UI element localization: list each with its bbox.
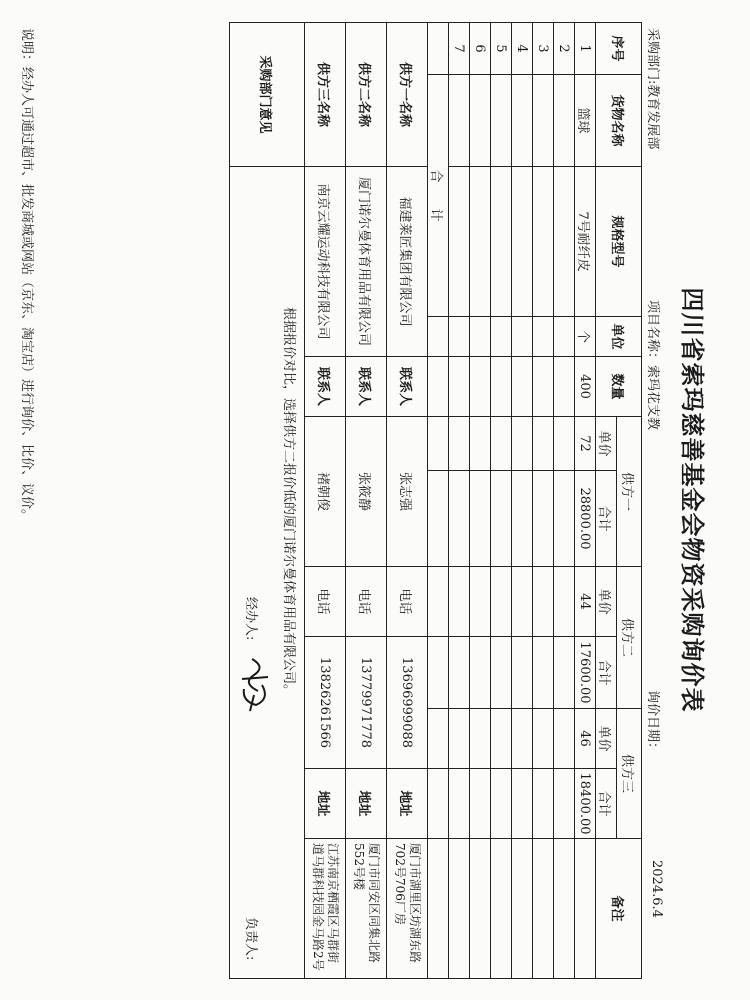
cell-t3 bbox=[533, 769, 554, 839]
cell-p1 bbox=[512, 417, 533, 471]
opinion-row bbox=[230, 23, 305, 979]
table-row bbox=[491, 23, 512, 979]
cell-p3 bbox=[491, 709, 512, 769]
cell-qty bbox=[533, 357, 554, 417]
cell-name bbox=[512, 75, 533, 167]
s3-total-header: 合计 bbox=[596, 769, 617, 839]
s1-total-header: 合计 bbox=[596, 471, 617, 567]
responsible-label: 负责人: bbox=[243, 917, 258, 961]
cell-p2 bbox=[449, 567, 470, 637]
col-qty: 数量 bbox=[596, 357, 642, 417]
cell-unit bbox=[512, 317, 533, 357]
cell-t2: 17600.00 bbox=[575, 637, 596, 709]
cell-remark bbox=[554, 839, 575, 979]
table-row bbox=[575, 23, 596, 979]
total-seq bbox=[428, 23, 449, 75]
col-seq: 序号 bbox=[596, 23, 642, 75]
cell-p2 bbox=[470, 567, 491, 637]
inquiry-table bbox=[229, 22, 642, 979]
phone-label: 电话 bbox=[346, 567, 387, 637]
cell-name bbox=[491, 75, 512, 167]
cell-spec bbox=[470, 167, 491, 317]
cell-qty bbox=[491, 357, 512, 417]
col-supplier2: 供方二 bbox=[617, 567, 642, 709]
cell-seq: 3 bbox=[533, 23, 554, 75]
opinion-label: 采购部门意见 bbox=[230, 23, 305, 167]
header-row bbox=[617, 23, 642, 979]
contact-label: 联系人 bbox=[346, 357, 387, 417]
cell-remark bbox=[575, 839, 596, 979]
cell-name bbox=[449, 75, 470, 167]
cell-spec bbox=[449, 167, 470, 317]
address: 江苏南京栖霞区马群街道马群科技园金马路2号 bbox=[305, 839, 346, 979]
cell-unit bbox=[554, 317, 575, 357]
cell-qty bbox=[512, 357, 533, 417]
supplier-label: 供方三名称 bbox=[305, 23, 346, 167]
cell-seq: 6 bbox=[470, 23, 491, 75]
cell-p1: 72 bbox=[575, 417, 596, 471]
phone-number: 13779971778 bbox=[346, 637, 387, 769]
cell-t3 bbox=[449, 769, 470, 839]
cell-t2 bbox=[449, 637, 470, 709]
s2-total-header: 合计 bbox=[596, 637, 617, 709]
cell-name bbox=[533, 75, 554, 167]
cell-seq: 4 bbox=[512, 23, 533, 75]
col-name: 货物名称 bbox=[596, 75, 642, 167]
cell-p3 bbox=[512, 709, 533, 769]
cell-remark bbox=[470, 839, 491, 979]
col-spec: 规格型号 bbox=[596, 167, 642, 317]
cell-p1 bbox=[491, 417, 512, 471]
cell-unit bbox=[470, 317, 491, 357]
opinion-text: 根据报价对比，选择供方二报价低的厦门诺尔曼体育用品有限公司。 bbox=[281, 307, 296, 698]
contact-label: 联系人 bbox=[387, 357, 428, 417]
cell-p3 bbox=[554, 709, 575, 769]
responsible-signature bbox=[234, 975, 278, 979]
s3-price-header: 单价 bbox=[596, 709, 617, 769]
purchasing-department: 采购部门:教育发展部 bbox=[645, 28, 660, 150]
cell-t1 bbox=[470, 471, 491, 567]
cell-p2 bbox=[512, 567, 533, 637]
supplier-label: 供方二名称 bbox=[346, 23, 387, 167]
cell-name: 篮球 bbox=[575, 75, 596, 167]
cell-t2 bbox=[512, 637, 533, 709]
cell-name bbox=[554, 75, 575, 167]
cell-name bbox=[470, 75, 491, 167]
col-supplier3: 供方三 bbox=[617, 709, 642, 839]
cell-remark bbox=[512, 839, 533, 979]
phone-number: 13696999088 bbox=[387, 637, 428, 769]
phone-label: 电话 bbox=[305, 567, 346, 637]
footer-note: 说明：经办人可通过超市、批发商城或网站（京东、淘宝店）进行询价、比价、议价。 bbox=[19, 28, 34, 523]
handler-signature bbox=[236, 655, 272, 715]
phone-label: 电话 bbox=[387, 567, 428, 637]
col-unit: 单位 bbox=[596, 317, 642, 357]
cell-qty bbox=[554, 357, 575, 417]
contact-name: 张志强 bbox=[387, 417, 428, 567]
supplier-name: 南京云耀运动科技有限公司 bbox=[305, 167, 346, 357]
cell-spec bbox=[554, 167, 575, 317]
phone-number: 13826261566 bbox=[305, 637, 346, 769]
cell-p1 bbox=[554, 417, 575, 471]
table-row bbox=[512, 23, 533, 979]
cell-p3 bbox=[470, 709, 491, 769]
cell-spec: 7号耐纤皮 bbox=[575, 167, 596, 317]
cell-t2 bbox=[554, 637, 575, 709]
cell-t3: 18400.00 bbox=[575, 769, 596, 839]
cell-t3 bbox=[554, 769, 575, 839]
cell-t1 bbox=[533, 471, 554, 567]
contact-label: 联系人 bbox=[305, 357, 346, 417]
supplier-name: 福建莱匠集团有限公司 bbox=[387, 167, 428, 357]
cell-remark bbox=[449, 839, 470, 979]
supplier-row bbox=[387, 23, 428, 979]
cell-spec bbox=[533, 167, 554, 317]
address-label: 地址 bbox=[346, 769, 387, 839]
opinion-cell bbox=[230, 167, 305, 979]
cell-p2: 44 bbox=[575, 567, 596, 637]
cell-t1 bbox=[554, 471, 575, 567]
cell-p1 bbox=[470, 417, 491, 471]
inquiry-date: 2024.6.4 bbox=[649, 860, 664, 918]
cell-t2 bbox=[470, 637, 491, 709]
col-remark: 备注 bbox=[596, 839, 642, 979]
address-label: 地址 bbox=[387, 769, 428, 839]
contact-name: 张筱静 bbox=[346, 417, 387, 567]
supplier-label: 供方一名称 bbox=[387, 23, 428, 167]
cell-p2 bbox=[554, 567, 575, 637]
total-label: 合 计 bbox=[428, 75, 449, 317]
cell-unit bbox=[449, 317, 470, 357]
project-name: 项目名称：索玛花支教 bbox=[645, 300, 660, 431]
supplier-name: 厦门诺尔曼体育用品有限公司 bbox=[346, 167, 387, 357]
inquiry-date-label: 询价日期： bbox=[645, 690, 660, 756]
table-row bbox=[470, 23, 491, 979]
cell-remark bbox=[533, 839, 554, 979]
cell-p2 bbox=[491, 567, 512, 637]
cell-t1 bbox=[512, 471, 533, 567]
handler-label: 经办人: bbox=[243, 597, 258, 641]
cell-qty bbox=[449, 357, 470, 417]
supplier-row bbox=[346, 23, 387, 979]
cell-seq: 5 bbox=[491, 23, 512, 75]
cell-seq: 2 bbox=[554, 23, 575, 75]
cell-t2 bbox=[491, 637, 512, 709]
col-supplier1: 供方一 bbox=[617, 417, 642, 567]
cell-t3 bbox=[470, 769, 491, 839]
address-label: 地址 bbox=[305, 769, 346, 839]
cell-qty: 400 bbox=[575, 357, 596, 417]
s1-price-header: 单价 bbox=[596, 417, 617, 471]
address: 厦门市同安区同集北路552号楼 bbox=[346, 839, 387, 979]
cell-unit bbox=[533, 317, 554, 357]
cell-t1 bbox=[449, 471, 470, 567]
cell-qty bbox=[470, 357, 491, 417]
cell-unit: 个 bbox=[575, 317, 596, 357]
form-title: 四川省索玛慈善基金会物资采购询价表 bbox=[678, 287, 707, 713]
cell-spec bbox=[512, 167, 533, 317]
cell-t3 bbox=[491, 769, 512, 839]
cell-unit bbox=[491, 317, 512, 357]
cell-t3 bbox=[512, 769, 533, 839]
cell-t1 bbox=[491, 471, 512, 567]
cell-t2 bbox=[533, 637, 554, 709]
cell-p1 bbox=[533, 417, 554, 471]
cell-spec bbox=[491, 167, 512, 317]
total-row bbox=[428, 23, 449, 979]
cell-p3 bbox=[533, 709, 554, 769]
table-row bbox=[533, 23, 554, 979]
cell-p3: 46 bbox=[575, 709, 596, 769]
cell-p1 bbox=[449, 417, 470, 471]
cell-p3 bbox=[449, 709, 470, 769]
table-row bbox=[449, 23, 470, 979]
address: 厦门市湖里区坊湖东路702号706厂房 bbox=[387, 839, 428, 979]
cell-t1: 28800.00 bbox=[575, 471, 596, 567]
cell-p2 bbox=[533, 567, 554, 637]
s2-price-header: 单价 bbox=[596, 567, 617, 637]
supplier-row bbox=[305, 23, 346, 979]
contact-name: 褚朝俊 bbox=[305, 417, 346, 567]
cell-seq: 7 bbox=[449, 23, 470, 75]
cell-remark bbox=[491, 839, 512, 979]
cell-seq: 1 bbox=[575, 23, 596, 75]
table-row bbox=[554, 23, 575, 979]
